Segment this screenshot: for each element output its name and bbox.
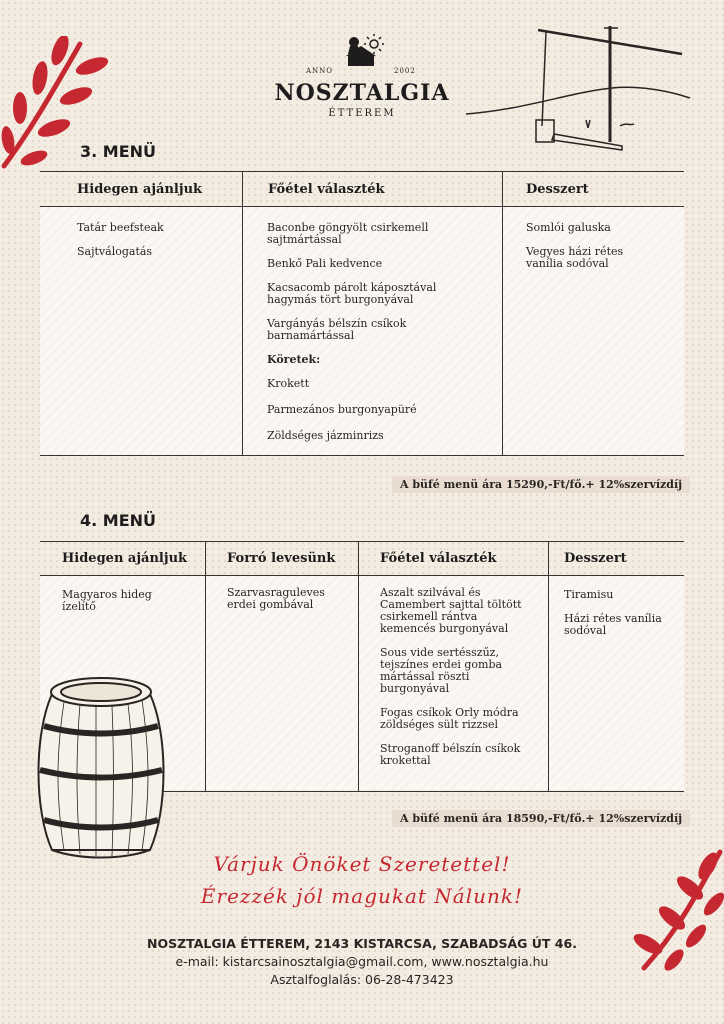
menu-item: Magyaros hideg ízelítő [62, 588, 152, 613]
menu-item: Krokett [267, 377, 310, 390]
footer-booking: Asztalfoglalás: 06-28-473423 [270, 972, 454, 987]
menu4-col-cold [62, 589, 202, 625]
logo-anno: ANNO [306, 67, 334, 75]
menu3-col-cold [77, 222, 237, 270]
menu4-header-dessert: Desszert [564, 551, 627, 566]
menu-item: Sajtválogatás [77, 245, 153, 258]
menu-item: Parmezános burgonyapüré [267, 403, 417, 416]
menu3-col-dessert [526, 222, 676, 282]
menu-item: Zöldséges jázminrizs [267, 429, 384, 442]
menu-item: Tiramisu [564, 588, 614, 601]
menu4-price: A büfé menü ára 18590,-Ft/fő.+ 12%szervízdíj [392, 810, 690, 827]
menu-item: Sous vide sertésszűz, tejszínes erdei gomba mártással röszti burgonyával [380, 646, 503, 695]
menu-subheading: Köretek: [267, 353, 321, 366]
menu3-header-main: Főétel választék [268, 182, 385, 197]
menu4-header-main: Főétel választék [380, 551, 497, 566]
logo-name: NOSZTALGIA [274, 80, 450, 106]
menu-item: Stroganoff bélszín csíkok krokettal [380, 742, 521, 767]
restaurant-logo [262, 34, 462, 124]
menu-item: Szarvasraguleves erdei gombával [227, 586, 325, 611]
menu-item: Benkő Pali kedvence [267, 257, 383, 270]
footer-address: NOSZTALGIA ÉTTEREM, 2143 KISTARCSA, SZABADSÁG ÚT 46. [147, 936, 577, 951]
menu-item: Vegyes házi rétes vanília sodóval [526, 245, 624, 270]
menu3-price: A büfé menü ára 15290,-Ft/fő.+ 12%szervízdíj [392, 476, 690, 493]
menu4-header-cold: Hidegen ajánljuk [62, 551, 188, 566]
menu-item: Tatár beefsteak [77, 221, 164, 234]
logo-subtitle: ÉTTEREM [328, 108, 396, 119]
menu-item: Baconbe göngyölt csirkemell sajtmártással [267, 221, 429, 246]
logo-year: 2002 [394, 67, 416, 75]
menu4-header-soup: Forró levesünk [227, 551, 336, 566]
menu-item: Kacsacomb párolt káposztával hagymás tört burgonyával [267, 281, 437, 306]
menu3-title: 3. MENÜ [80, 142, 157, 161]
menu4-col-main [380, 587, 545, 779]
menu-item: Fogas csíkok Orly módra zöldséges sült rizzsel [380, 706, 519, 731]
menu3-table [40, 171, 684, 457]
footer-contact[interactable]: e-mail: kistarcsainosztalgia@gmail.com, www.nosztalgia.hu [175, 954, 549, 969]
well-sweep-illustration-icon [462, 22, 692, 154]
menu4-col-soup [227, 587, 355, 623]
slogan-line-1: Várjuk Önöket Szeretettel! [213, 852, 511, 876]
wooden-barrel-illustration-icon [30, 674, 172, 870]
menu4-col-dessert [564, 589, 680, 649]
menu4-title: 4. MENÜ [80, 511, 157, 530]
menu-item: Somlói galuska [526, 221, 611, 234]
menu3-header-cold: Hidegen ajánljuk [77, 182, 203, 197]
menu-item: Vargányás bélszín csíkok barnamártással [267, 317, 407, 342]
menu3-col-main [267, 222, 497, 454]
menu-item: Aszalt szilvával és Camembert sajttal töltött csirkemell rántva kemencés burgonyával [380, 586, 522, 635]
slogan-line-2: Érezzék jól magukat Nálunk! [200, 884, 524, 908]
menu3-header-dessert: Desszert [526, 182, 589, 197]
menu-item: Házi rétes vanília sodóval [564, 612, 662, 637]
logo-emblem-icon [344, 34, 384, 68]
